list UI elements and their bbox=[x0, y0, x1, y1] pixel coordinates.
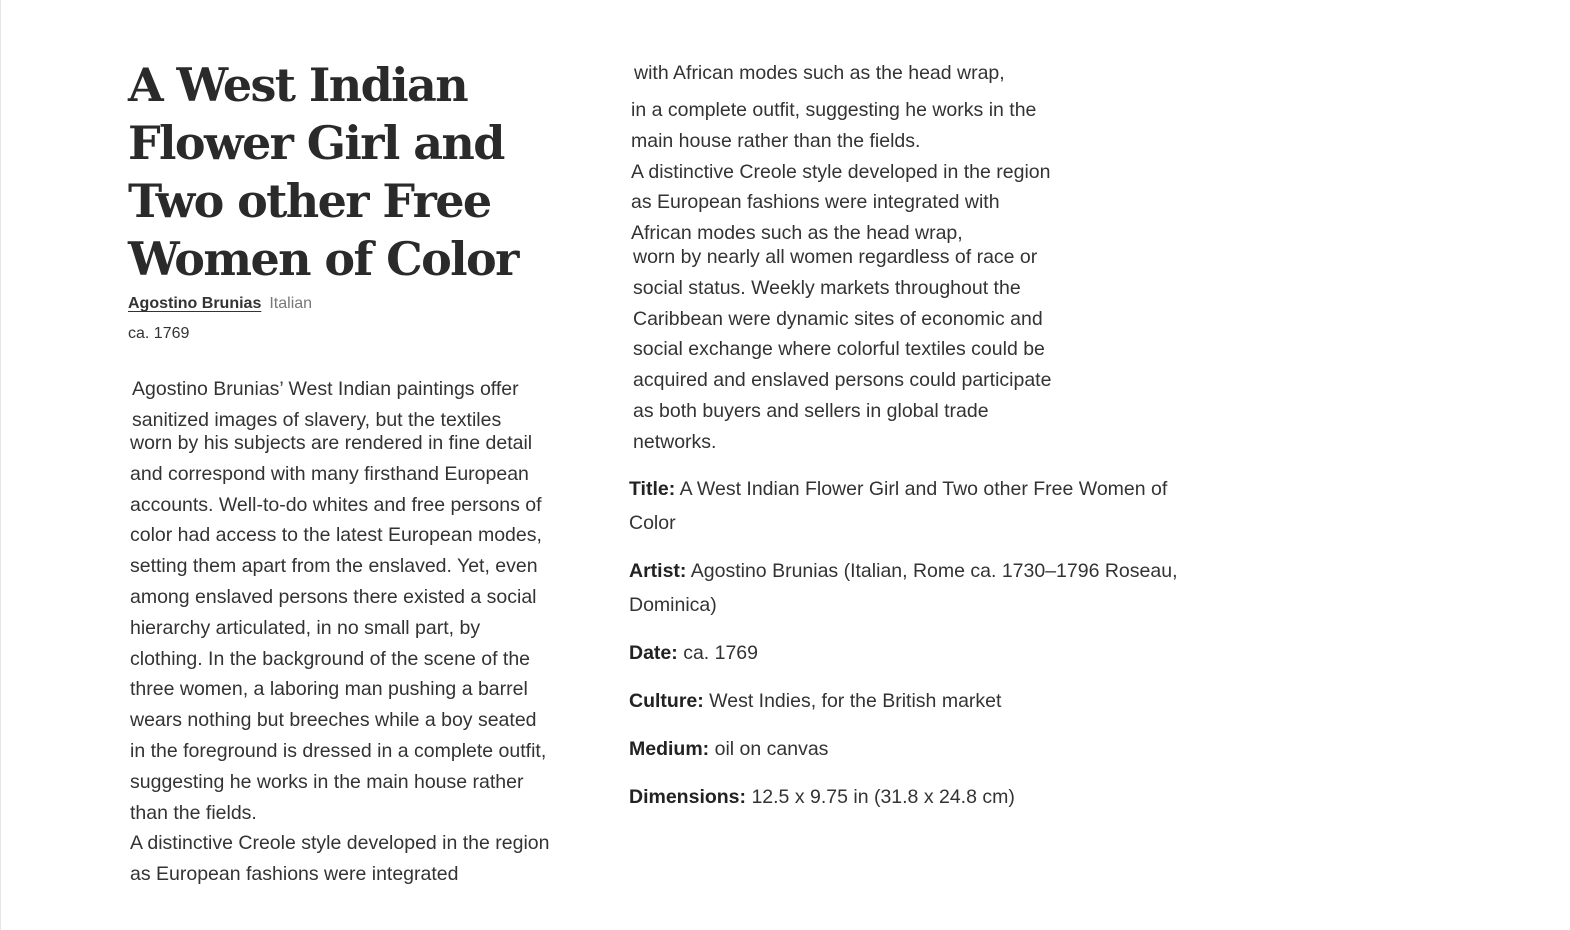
description-text: with African modes such as the head wrap, bbox=[634, 62, 1005, 84]
metadata-medium-row bbox=[629, 732, 1189, 766]
description-text: A distinctive Creole style developed in the region as European fashions were integrated bbox=[130, 832, 550, 886]
metadata-label: Dimensions: bbox=[629, 786, 747, 808]
metadata-label: Date: bbox=[629, 642, 678, 664]
description-text: A distinctive Creole style developed in the region as European fashions were integrated with African modes such as the head wrap, bbox=[631, 160, 1051, 245]
page-left-border bbox=[0, 0, 1, 930]
metadata-value: West Indies, for the British market bbox=[709, 690, 1002, 712]
metadata-value: Agostino Brunias (Italian, Rome ca. 1730–1796 Roseau, Dominica) bbox=[629, 560, 1178, 616]
metadata-value: oil on canvas bbox=[714, 738, 829, 760]
metadata-label: Artist: bbox=[629, 560, 687, 582]
metadata-label: Title: bbox=[629, 478, 676, 500]
metadata-date-row bbox=[629, 636, 1189, 670]
metadata-value: ca. 1769 bbox=[683, 642, 758, 664]
artwork-date: ca. 1769 bbox=[128, 325, 190, 342]
metadata-value: 12.5 x 9.75 in (31.8 x 24.8 cm) bbox=[751, 786, 1015, 808]
metadata-value: A West Indian Flower Girl and Two other Free Women of Color bbox=[629, 478, 1168, 534]
artwork-title: A West Indian Flower Girl and Two other Free Women of Color bbox=[128, 58, 518, 286]
description-right-repeat bbox=[631, 95, 1051, 249]
artwork-header bbox=[128, 56, 558, 346]
description-text: Agostino Brunias’ West Indian paintings offer sanitized images of slavery, but the textiles bbox=[132, 378, 519, 431]
metadata-label: Medium: bbox=[629, 738, 710, 760]
artist-link[interactable]: Agostino Brunias bbox=[128, 295, 262, 312]
metadata-label: Culture: bbox=[629, 690, 704, 712]
description-right-continuation bbox=[633, 242, 1063, 458]
description-text: in a complete outfit, suggesting he works in the main house rather than the fields. bbox=[631, 99, 1037, 152]
description-left-top bbox=[132, 374, 552, 436]
metadata-culture-row bbox=[629, 684, 1189, 718]
artist-byline bbox=[128, 292, 558, 316]
metadata-title-row bbox=[629, 472, 1189, 540]
metadata-dimensions-row bbox=[629, 780, 1189, 814]
metadata-artist-row bbox=[629, 554, 1189, 622]
artwork-metadata bbox=[629, 472, 1189, 828]
description-text: worn by his subjects are rendered in fine detail and correspond with many firsthand European accounts. Well-to-do whites and free persons of color had access to the latest European modes, setting them apart from the enslaved. Yet, even among enslaved persons there existed a social hierarchy articulated, in no small part, by clothing. In the background of the scene of the three women, a laboring man pushing a barrel wears nothing but breeches while a boy seated in the foreground is dressed in a complete outfit, suggesting he works in the main house rather than the fields. bbox=[130, 432, 547, 824]
description-text: worn by nearly all women regardless of race or social status. Weekly markets throughout the Caribbean were dynamic sites of economic and social exchange where colorful textiles could be acquired and enslaved persons could participate as both buyers and sellers in global trade networks. bbox=[633, 246, 1052, 453]
artist-nationality: Italian bbox=[269, 295, 313, 312]
description-right-top bbox=[634, 58, 1054, 89]
description-left-main bbox=[130, 428, 550, 890]
